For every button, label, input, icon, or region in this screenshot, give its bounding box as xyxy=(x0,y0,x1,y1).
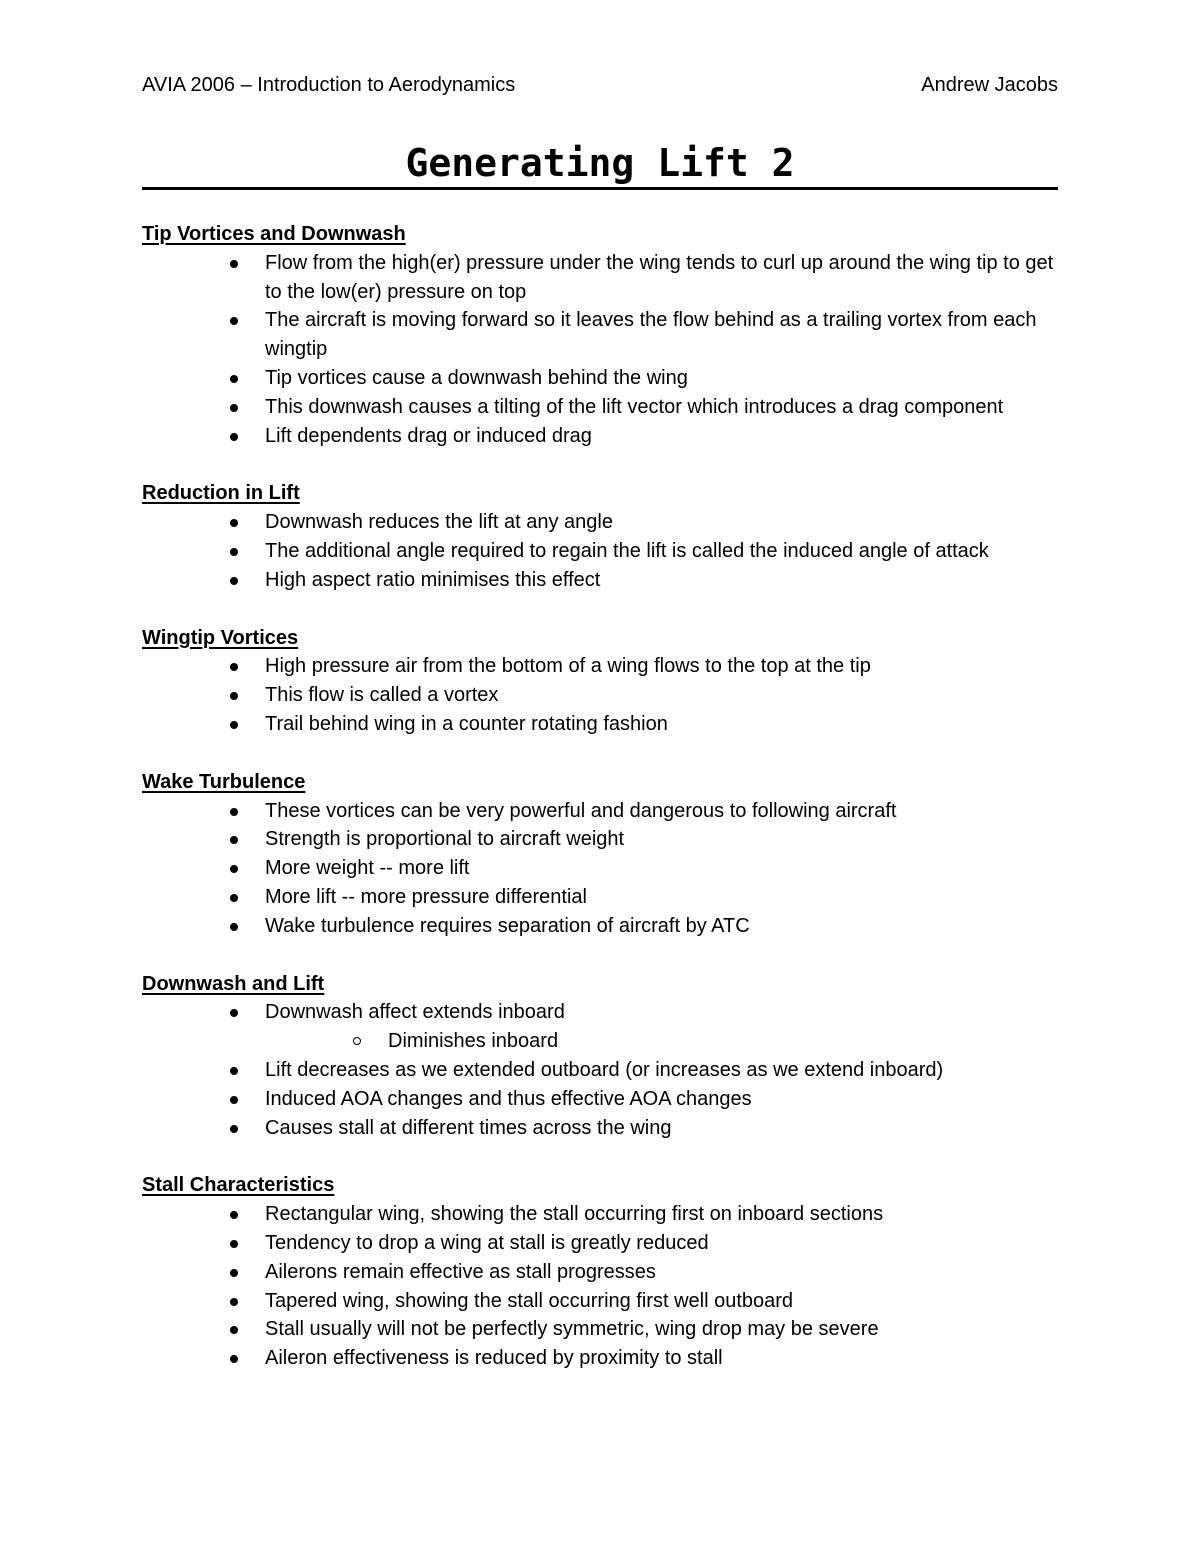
list-item xyxy=(142,393,1058,422)
list-item-text: Aileron effectiveness is reduced by proximity to stall xyxy=(265,1347,723,1370)
list-item xyxy=(142,566,1058,595)
section-heading: Stall Characteristics xyxy=(142,1174,335,1197)
list-item xyxy=(142,652,1058,681)
list-item xyxy=(142,1200,1058,1229)
list-item-text: The aircraft is moving forward so it leaves the flow behind as a trailing vortex from each wingtip xyxy=(265,309,1037,361)
list-item xyxy=(142,422,1058,451)
bullet-icon xyxy=(230,1355,238,1363)
sub-bullet-list xyxy=(265,1027,1058,1056)
author-name: Andrew Jacobs xyxy=(921,74,1058,96)
list-item xyxy=(142,912,1058,941)
list-item-text: Downwash affect extends inboard xyxy=(265,1001,565,1024)
bullet-icon xyxy=(230,808,238,816)
list-item-text: These vortices can be very powerful and dangerous to following aircraft xyxy=(265,799,897,822)
bullet-icon xyxy=(230,894,238,902)
bullet-list xyxy=(142,797,1058,941)
list-item-text: Lift decreases as we extended outboard (or increases as we extend inboard) xyxy=(265,1058,944,1081)
list-item xyxy=(142,797,1058,826)
list-item xyxy=(142,1315,1058,1344)
list-item xyxy=(142,364,1058,393)
section-heading: Tip Vortices and Downwash xyxy=(142,223,406,245)
section-heading: Wake Turbulence xyxy=(142,770,306,793)
list-item-text: This downwash causes a tilting of the lift vector which introduces a drag component xyxy=(265,395,1004,418)
section-heading: Reduction in Lift xyxy=(142,482,300,505)
bullet-icon xyxy=(230,433,238,441)
list-item xyxy=(142,249,1058,307)
list-item xyxy=(142,537,1058,566)
list-item xyxy=(142,681,1058,710)
list-item-text: Tendency to drop a wing at stall is greatly reduced xyxy=(265,1231,709,1254)
list-item-text: Tapered wing, showing the stall occurring first well outboard xyxy=(265,1289,794,1312)
sub-list-item-text: Diminishes inboard xyxy=(388,1030,559,1053)
list-item xyxy=(142,1085,1058,1114)
list-item-text: Rectangular wing, showing the stall occurring first on inboard sections xyxy=(265,1203,884,1226)
bullet-icon xyxy=(230,1067,238,1075)
list-item xyxy=(142,854,1058,883)
section-heading: Wingtip Vortices xyxy=(142,626,299,649)
bullet-icon xyxy=(230,865,238,873)
list-item-text: High aspect ratio minimises this effect xyxy=(265,568,601,591)
list-item-text: The additional angle required to regain the lift is called the induced angle of attack xyxy=(265,539,989,562)
section-downwash-and-lift xyxy=(142,970,1058,1143)
section-tip-vortices-and-downwash xyxy=(142,220,1058,450)
bullet-icon xyxy=(230,548,238,556)
sub-list-item xyxy=(265,1027,1058,1056)
list-item-text: Stall usually will not be perfectly symmetric, wing drop may be severe xyxy=(265,1318,879,1341)
list-item xyxy=(142,1344,1058,1373)
list-item xyxy=(142,1114,1058,1143)
list-item-text: Ailerons remain effective as stall progresses xyxy=(265,1260,656,1283)
list-item-text: Tip vortices cause a downwash behind the wing xyxy=(265,366,688,389)
bullet-icon xyxy=(230,663,238,671)
bullet-icon xyxy=(230,1009,238,1017)
bullet-list xyxy=(142,249,1058,451)
list-item-text: Induced AOA changes and thus effective AOA changes xyxy=(265,1087,752,1110)
course-title: AVIA 2006 – Introduction to Aerodynamics xyxy=(142,74,516,96)
list-item xyxy=(142,1287,1058,1316)
list-item xyxy=(142,1056,1058,1085)
bullet-icon xyxy=(230,1269,238,1277)
page-header xyxy=(142,70,1058,100)
list-item-text: Wake turbulence requires separation of aircraft by ATC xyxy=(265,914,750,937)
list-item-text: High pressure air from the bottom of a wing flows to the top at the tip xyxy=(265,655,871,678)
list-item xyxy=(142,998,1058,1056)
list-item xyxy=(142,1258,1058,1287)
bullet-icon xyxy=(230,404,238,412)
open-circle-bullet-icon xyxy=(353,1037,361,1045)
bullet-list xyxy=(142,508,1058,594)
list-item-text: Strength is proportional to aircraft weight xyxy=(265,828,625,851)
bullet-icon xyxy=(230,836,238,844)
bullet-icon xyxy=(230,1125,238,1133)
list-item-text: More weight -- more lift xyxy=(265,857,470,880)
document-title: Generating Lift 2 xyxy=(405,141,795,185)
bullet-icon xyxy=(230,1298,238,1306)
bullet-icon xyxy=(230,577,238,585)
list-item xyxy=(142,883,1058,912)
list-item xyxy=(142,710,1058,739)
bullet-icon xyxy=(230,317,238,325)
bullet-icon xyxy=(230,721,238,729)
bullet-list xyxy=(142,1200,1058,1373)
bullet-icon xyxy=(230,260,238,268)
list-item xyxy=(142,825,1058,854)
list-item-text: More lift -- more pressure differential xyxy=(265,885,587,908)
bullet-icon xyxy=(230,1211,238,1219)
bullet-icon xyxy=(230,1326,238,1334)
bullet-icon xyxy=(230,1096,238,1104)
bullet-list xyxy=(142,998,1058,1142)
bullet-icon xyxy=(230,692,238,700)
section-stall-characteristics xyxy=(142,1171,1058,1373)
list-item-text: Lift dependents drag or induced drag xyxy=(265,424,592,447)
list-item xyxy=(142,306,1058,364)
section-heading: Downwash and Lift xyxy=(142,972,325,995)
bullet-list xyxy=(142,652,1058,738)
bullet-icon xyxy=(230,1240,238,1248)
list-item-text: Flow from the high(er) pressure under the wing tends to curl up around the wing tip to get to the low(er) pressure on top xyxy=(265,251,1054,303)
section-wingtip-vortices xyxy=(142,624,1058,739)
list-item-text: Causes stall at different times across the wing xyxy=(265,1116,672,1139)
bullet-icon xyxy=(230,375,238,383)
section-reduction-in-lift xyxy=(142,479,1058,594)
list-item xyxy=(142,1229,1058,1258)
document-body xyxy=(142,220,1058,1402)
title-underline-rule xyxy=(142,187,1058,190)
section-wake-turbulence xyxy=(142,768,1058,941)
list-item-text: Downwash reduces the lift at any angle xyxy=(265,511,613,534)
list-item-text: Trail behind wing in a counter rotating fashion xyxy=(265,712,668,735)
bullet-icon xyxy=(230,519,238,527)
list-item-text: This flow is called a vortex xyxy=(265,684,499,707)
bullet-icon xyxy=(230,923,238,931)
list-item xyxy=(142,508,1058,537)
